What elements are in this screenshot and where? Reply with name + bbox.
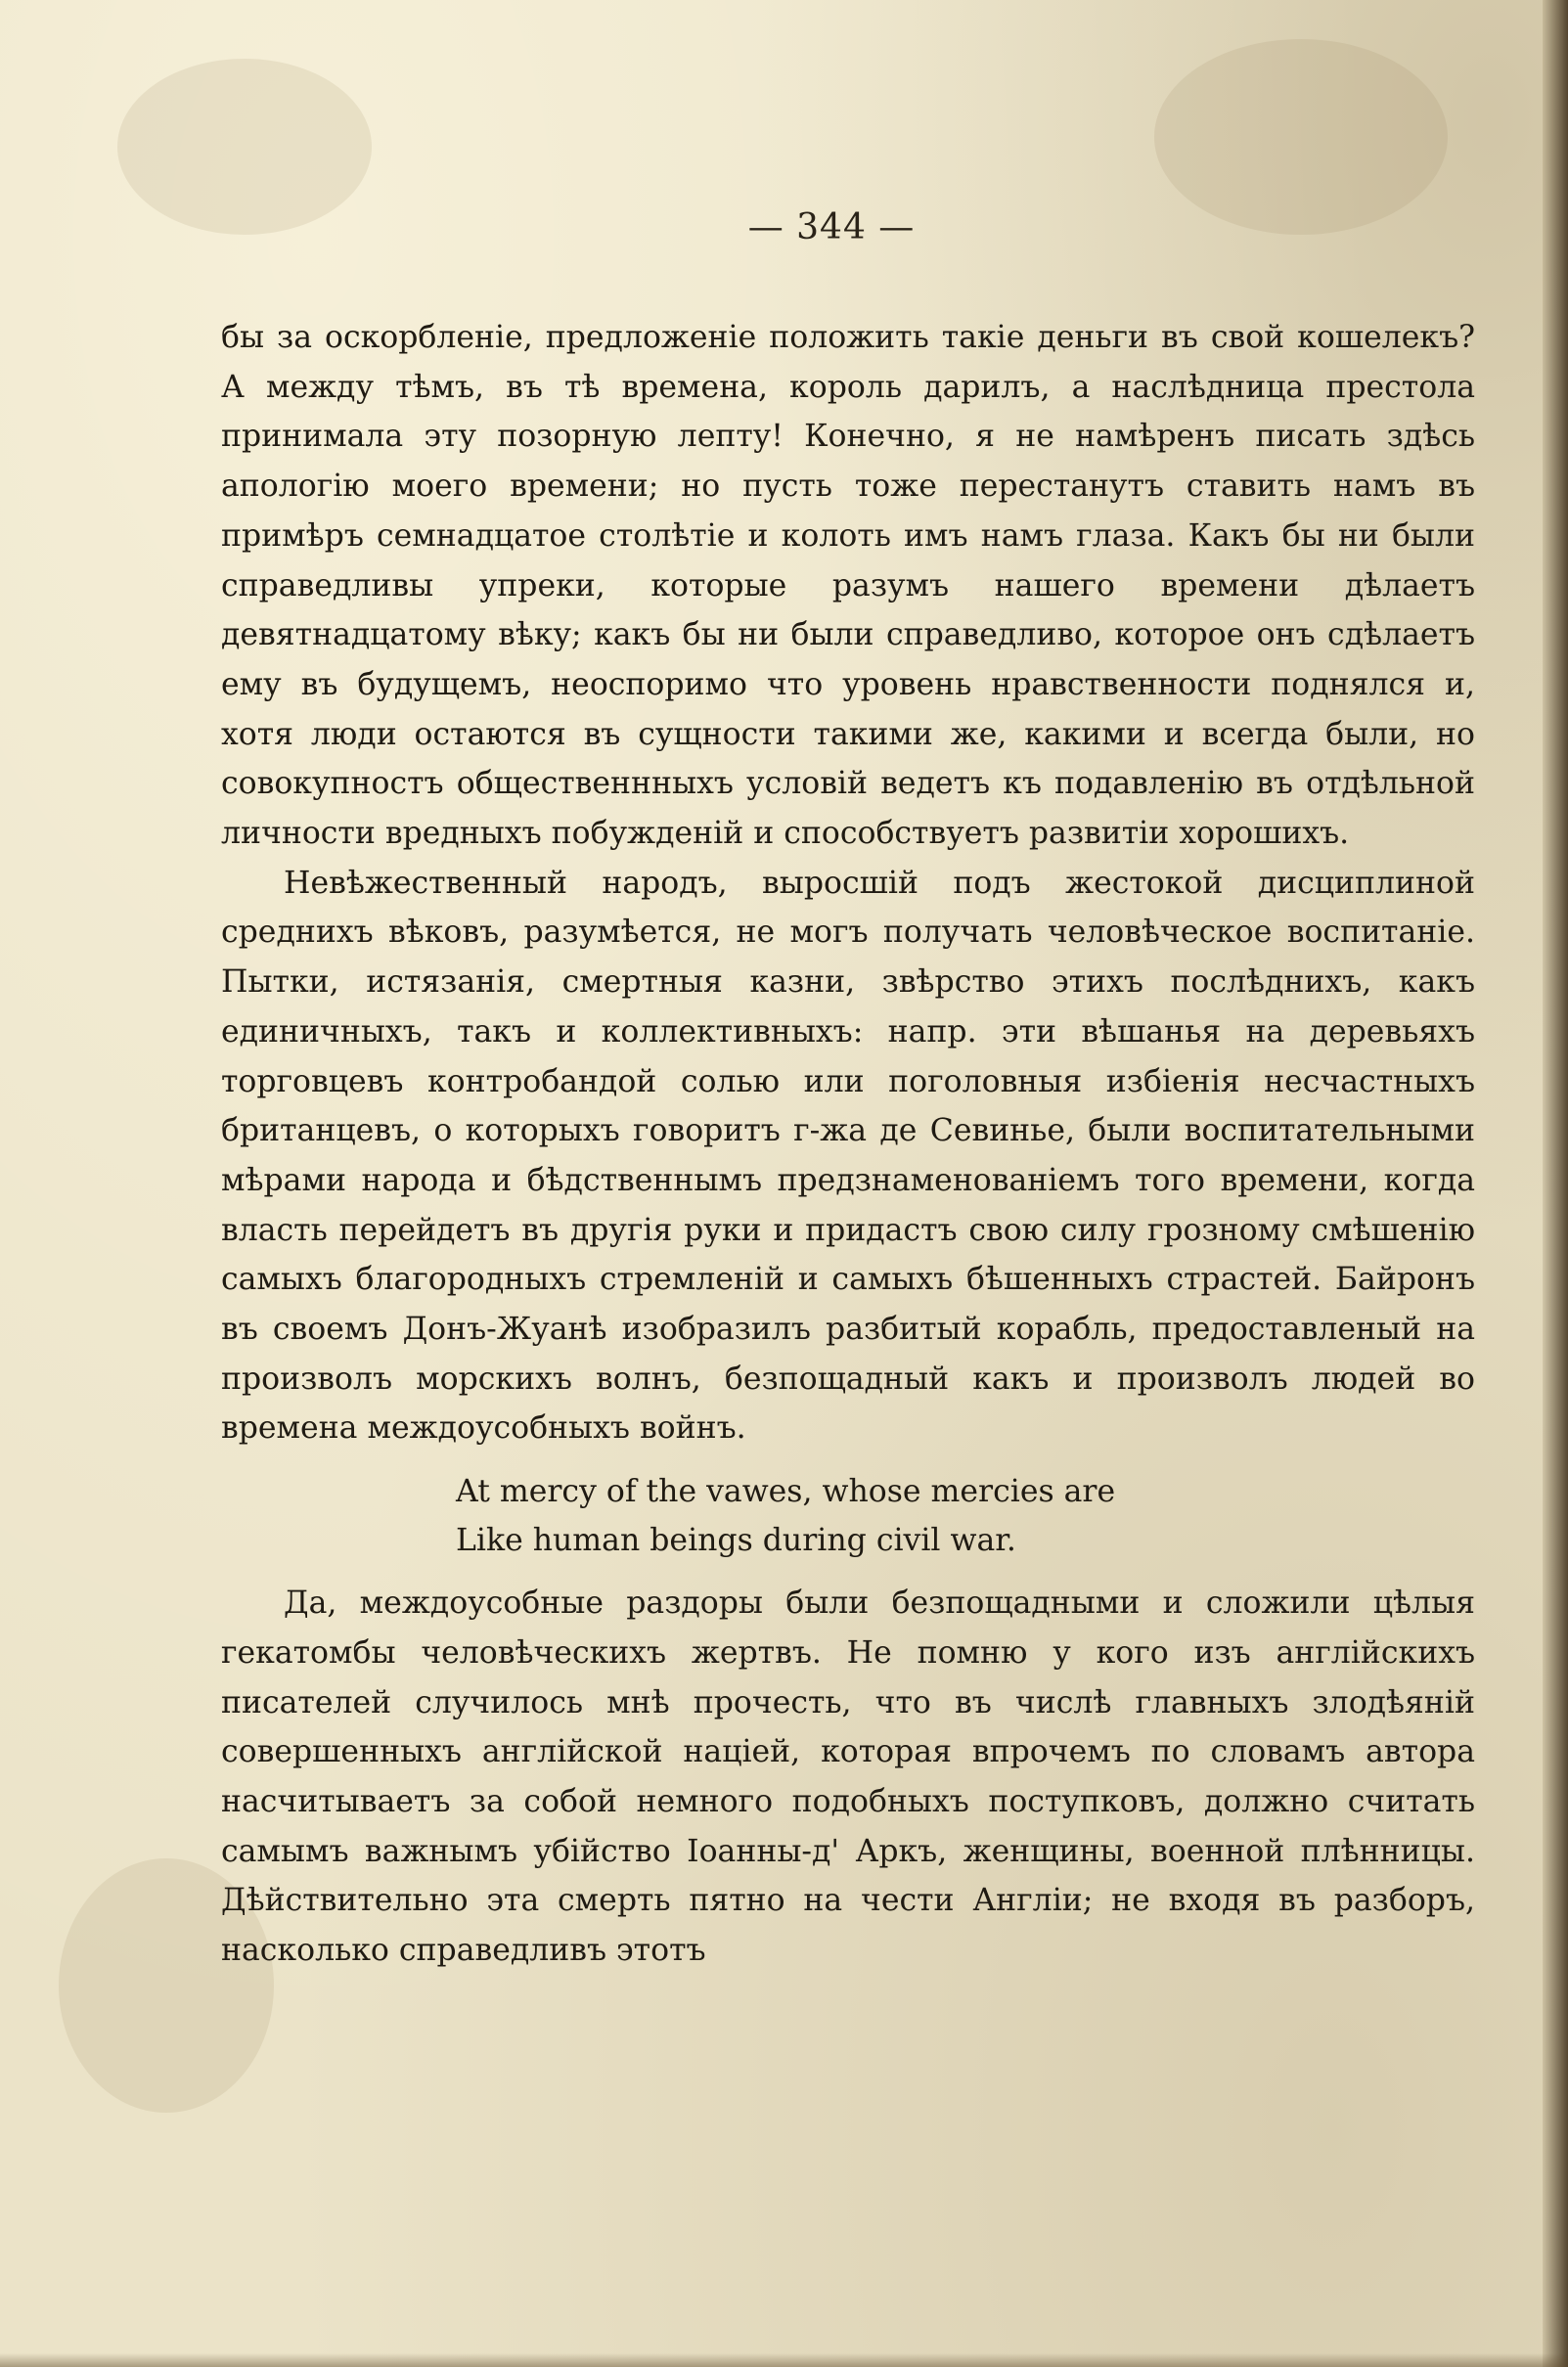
page-number: — 344 — (747, 207, 916, 247)
body-text (221, 313, 1475, 1976)
paragraph-2: Невѣжественный народъ, выросшій подъ жестокой дисциплиной среднихъ вѣковъ, разумѣется, не могъ получать человѣческое воспитаніе. Пытки, истязанія, смертныя казни, звѣрство этихъ послѣднихъ, какъ единичныхъ, такъ и коллективныхъ: напр. эти вѣшанья на деревьяхъ торговцевъ контробандой солью или поголовныя избіенія несчастныхъ британцевъ, о которыхъ говоритъ г-жа де Севинье, были воспитательными мѣрами народа и бѣдственнымъ предзнаменованіемъ того времени, когда власть перейдетъ въ другія руки и придастъ свою силу грозному смѣшенію самыхъ благородныхъ стремленій и самыхъ бѣшенныхъ страстей. Байронъ въ своемъ Донъ-Жуанѣ изобразилъ разбитый корабль, предоставленый на произволъ морскихъ волнъ, безпощадный какъ и произволъ людей во времена междоусобныхъ войнъ. (221, 865, 1475, 1447)
page-edge-shadow (1543, 0, 1568, 2367)
verse-line-1: At mercy of the vawes, whose mercies are (456, 1474, 1116, 1510)
paragraph-3: Да, междоусобные раздоры были безпощадными и сложили цѣлыя гекатомбы человѣческихъ жертвъ. Не помню у кого изъ англійскихъ писателей случилось мнѣ прочесть, что въ числѣ главныхъ злодѣяній совершенныхъ англійской націей, которая впрочемъ по словамъ автора насчитываетъ за собой немного подобныхъ поступковъ, должно считать самымъ важнымъ убійство Іоанны-д' Аркъ, женщины, военной плѣнницы. Дѣйствительно эта смерть пятно на чести Англіи; не входя въ разборъ, насколько справедливъ этотъ (221, 1585, 1475, 1969)
paragraph-1: бы за оскорбленіе, предложеніе положить такіе деньги въ свой кошелекъ? А между тѣмъ, въ тѣ времена, король дарилъ, а наслѣдница престола принимала эту позорную лепту! Конечно, я не намѣренъ писать здѣсь апологію моего времени; но пусть тоже перестанутъ ставить намъ въ примѣръ семнадцатое столѣтіе и колоть имъ намъ глаза. Какъ бы ни были справедливы упреки, которые разумъ нашего времени дѣлаетъ девятнадцатому вѣку; какъ бы ни были справедливо, которое онъ сдѣлаетъ ему въ будущемъ, неоспоримо что уровень нравственности поднялся и, хотя люди остаются въ сущности такими же, какими и всегда были, но совокупностъ общественнныхъ условій ведетъ къ подавленію въ отдѣльной личности вредныхъ побужденій и способствуетъ развитіи хорошихъ. (221, 320, 1475, 852)
verse-quote (456, 1467, 1475, 1565)
paper-stain (1154, 39, 1448, 235)
verse-line-2: Like human beings during civil war. (456, 1523, 1016, 1559)
page-bottom-shadow (0, 2353, 1568, 2367)
paper-stain (117, 59, 372, 235)
